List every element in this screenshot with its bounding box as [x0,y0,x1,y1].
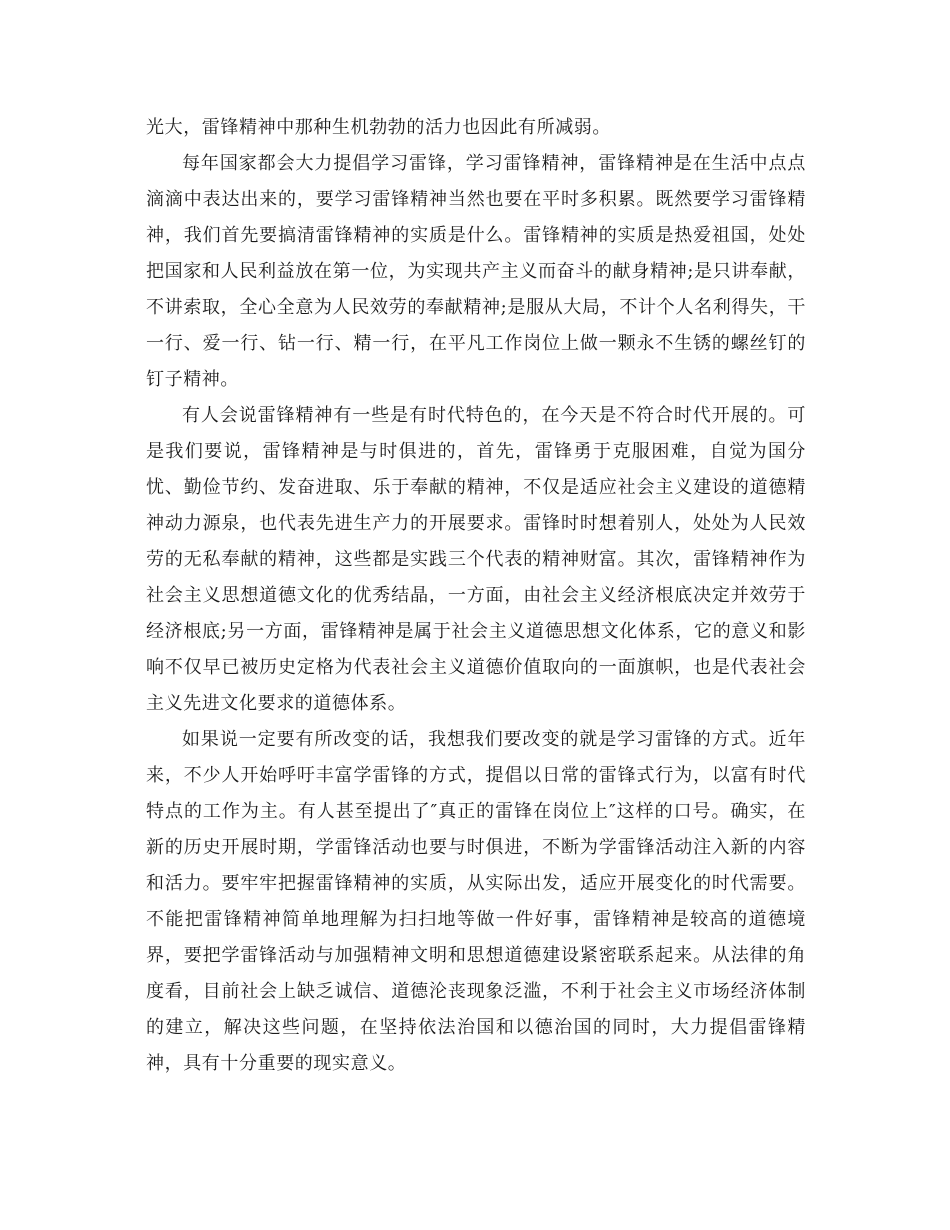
paragraph-advancing-with-times: 有人会说雷锋精神有一些是有时代特色的，在今天是不符合时代开展的。可是我们要说，雷锋精神是与时俱进的，首先，雷锋勇于克服困难，自觉为国分忧、勤俭节约、发奋进取、乐于奉献的精神，不仅是适应社会主义建设的道德精神动力源泉，也代表先进生产力的开展要求。雷锋时时想着别人，处处为人民效劳的无私奉献的精神，这些都是实践三个代表的精神财富。其次，雷锋精神作为社会主义思想道德文化的优秀结晶，一方面，由社会主义经济根底决定并效劳于经济根底;另一方面，雷锋精神是属于社会主义道德思想文化体系，它的意义和影响不仅早已被历史定格为代表社会主义道德价值取向的一面旗帜，也是代表社会主义先进文化要求的道德体系。 [146,405,806,714]
paragraph-changing-methods: 如果说一定要有所改变的话，我想我们要改变的就是学习雷锋的方式。近年来，不少人开始呼吁丰富学雷锋的方式，提倡以日常的雷锋式行为，以富有时代特点的工作为主。有人甚至提出了″真正的雷锋在岗位上″这样的口号。确实，在新的历史开展时期，学雷锋活动也要与时俱进，不断为学雷锋活动注入新的内容和活力。要牢牢把握雷锋精神的实质，从实际出发，适应开展变化的时代需要。不能把雷锋精神简单地理解为扫扫地等做一件好事，雷锋精神是较高的道德境界，要把学雷锋活动与加强精神文明和思想道德建设紧密联系起来。从法律的角度看，目前社会上缺乏诚信、道德沦丧现象泛滥，不利于社会主义市场经济体制的建立，解决这些问题，在坚持依法治国和以德治国的同时，大力提倡雷锋精神，具有十分重要的现实意义。 [146,729,806,1074]
paragraph-learning-lei-feng: 每年国家都会大力提倡学习雷锋，学习雷锋精神，雷锋精神是在生活中点点滴滴中表达出来的，要学习雷锋精神当然也要在平时多积累。既然要学习雷锋精神，我们首先要搞清雷锋精神的实质是什么。雷锋精神的实质是热爱祖国，处处把国家和人民利益放在第一位，为实现共产主义而奋斗的献身精神;是只讲奉献，不讲索取，全心全意为人民效劳的奉献精神;是服从大局，不计个人名利得失，干一行、爱一行、钻一行、精一行，在平凡工作岗位上做一颗永不生锈的螺丝钉的钉子精神。 [146,153,806,390]
paragraph-continuation: 光大，雷锋精神中那种生机勃勃的活力也因此有所减弱。 [146,117,611,138]
document-body [146,110,806,1082]
